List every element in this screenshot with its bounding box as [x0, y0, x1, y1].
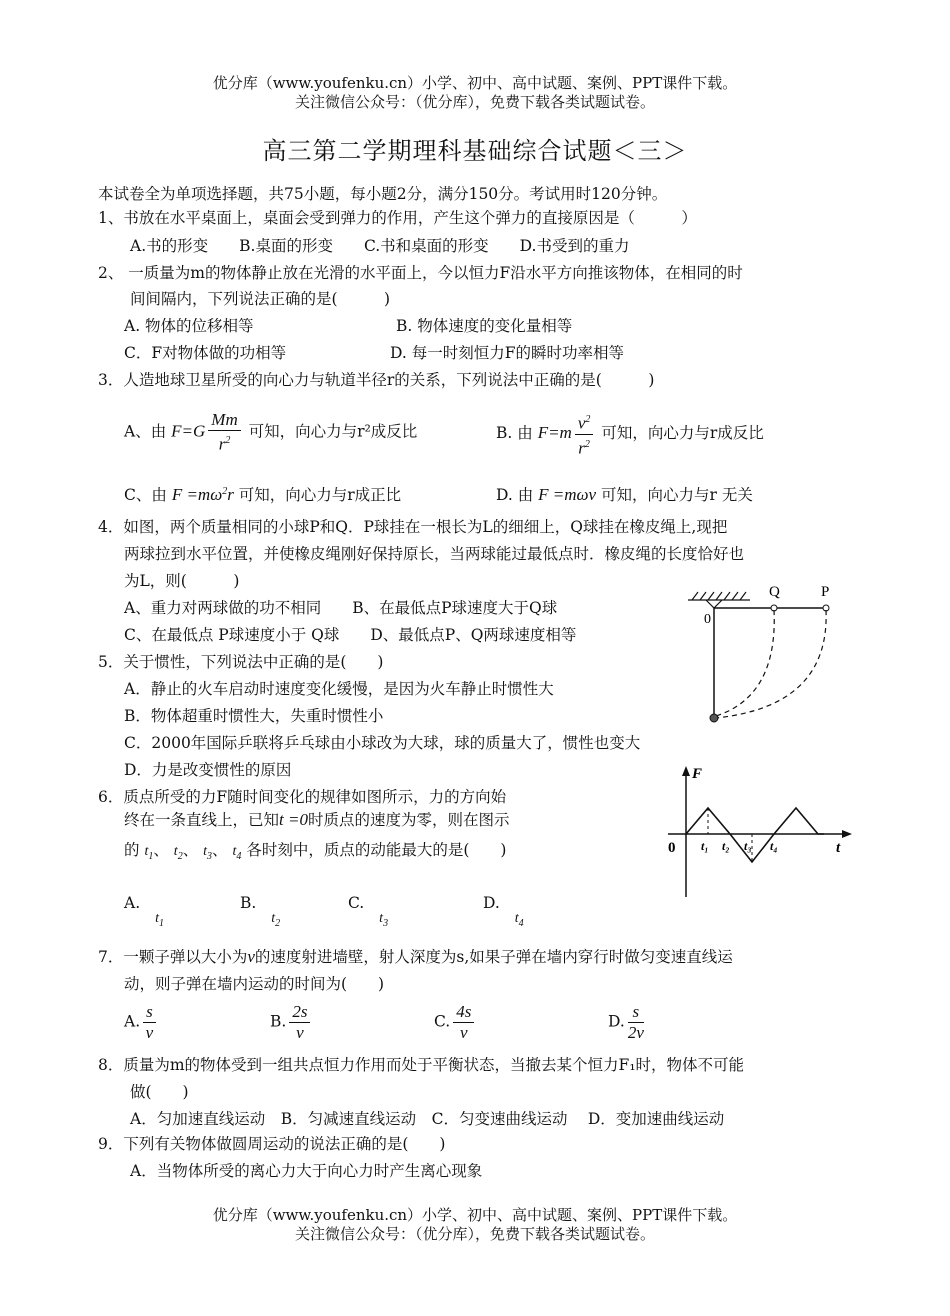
- q5-option-c: C．2000年国际乒联将乒乓球由小球改为大球，球的质量大了，惯性也变大: [124, 734, 641, 752]
- footer-line-1: 优分库（www.youfenku.cn）小学、初中、高中试题、案例、PPT课件下载。: [212, 1206, 738, 1224]
- q3-d-text: 可知，向心力与r 无关: [601, 486, 753, 504]
- q7-option-d: D. $\frac{s}{2v}$: [608, 1002, 644, 1042]
- label-t2: t₂: [722, 839, 730, 853]
- q4-options-cd: C、在最低点 P球速度小于 Q球 D、最低点P、Q两球速度相等: [124, 626, 577, 644]
- q3-b-numerator-exp: 2: [585, 414, 591, 425]
- q3-c-formula: F =mω: [171, 485, 223, 504]
- footer-line-2: 关注微信公众号：（优分库），免费下载各类试题试卷。: [294, 1225, 655, 1243]
- q6-stem-line-1: 6．质点所受的力F随时间变化的规律如图所示，力的方向始: [98, 788, 507, 806]
- p-swing-path: [716, 610, 826, 718]
- label-t1: t₁: [701, 839, 709, 853]
- q5-option-d: D．力是改变惯性的原因: [124, 761, 292, 779]
- q3-c-exp: 2: [222, 485, 228, 497]
- q3-stem: 3．人造地球卫星所受的向心力与轨道半径r的关系，下列说法中正确的是( ): [98, 371, 655, 389]
- q3-b-denominator: r: [578, 438, 585, 458]
- label-origin: 0: [668, 840, 676, 856]
- q6-stem3-pre: 的: [124, 841, 140, 859]
- q6-t2: $t_2$: [173, 844, 183, 862]
- q8-stem-line-1: 8．质量为m的物体受到一组共点恒力作用而处于平衡状态，当撤去某个恒力F₁时，物体不可能: [98, 1056, 745, 1074]
- q4-options-ab: A、重力对两球做的功不相同 B、在最低点P球速度大于Q球: [124, 599, 558, 617]
- q2-option-b: B. 物体速度的变化量相等: [396, 317, 573, 335]
- q6-stem2-post: 时质点的速度为零，则在图示: [307, 811, 510, 829]
- q6-d-t4: $t_4$: [514, 911, 524, 929]
- header-line-2: 关注微信公众号：（优分库），免费下载各类试题试卷。: [294, 93, 655, 111]
- q6-t1: $t_1$: [144, 844, 154, 862]
- q9-option-a: A．当物体所受的离心力大于向心力时产生离心现象: [130, 1162, 483, 1180]
- q2-option-a: A. 物体的位移相等: [124, 317, 254, 335]
- q3-c-r: r: [227, 485, 234, 504]
- q5-option-a: A．静止的火车启动时速度变化缓慢，是因为火车静止时惯性大: [124, 680, 554, 698]
- label-p: P: [821, 584, 830, 600]
- label-t3: t₃: [744, 839, 752, 853]
- q3-b-fraction: [575, 410, 594, 458]
- pivot-bracket: [706, 600, 722, 608]
- q3-b-prefix: B. 由: [496, 424, 533, 443]
- label-q: Q: [769, 584, 780, 600]
- q3-option-b: [496, 410, 764, 458]
- q6-force-time-graph: [660, 762, 860, 902]
- q-swing-path: [716, 610, 774, 716]
- q2-option-c: C．F对物体做的功相等: [124, 344, 287, 362]
- intro-text: 本试卷全为单项选择题，共75小题，每小题2分，满分150分。考试用时120分钟。: [98, 185, 668, 203]
- q6-stem-line-2: [124, 808, 509, 830]
- label-F: F: [692, 766, 703, 782]
- q3-b-denominator-exp: 2: [584, 438, 590, 450]
- sep: 、: [153, 841, 169, 859]
- q3-option-c: [124, 483, 401, 505]
- q6-t4: $t_4$: [232, 844, 242, 862]
- q3-c-text: 可知，向心力与r成正比: [238, 486, 402, 504]
- q7-stem-line-2: 动，则子弹在墙内运动的时间为( ): [124, 975, 385, 993]
- q6-option-b: B. $t_2$: [240, 894, 281, 929]
- q7-option-b: B. $\frac{2s}{v}$: [270, 1002, 313, 1043]
- q6-t3: $t_3$: [203, 844, 213, 862]
- q6-option-c: C. $t_3$: [348, 894, 389, 929]
- q7-stem-line-1: 7．一颗子弹以大小为v的速度射进墙壁，射人深度为s,如果子弹在墙内穿行时做匀变速直线运: [98, 947, 733, 966]
- q6-stem3-post: 各时刻中，质点的动能最大的是( ): [246, 841, 507, 859]
- q7-v: v: [247, 947, 255, 966]
- page-title: 高三第二学期理科基础综合试题＜三＞: [262, 137, 688, 165]
- q3-a-denominator: r: [218, 434, 226, 454]
- q5-option-b: B．物体超重时惯性大，失重时惯性小: [124, 707, 384, 725]
- q4-stem-line-1: 4．如图，两个质量相同的小球P和Q．P球挂在一根长为L的细细上，Q球挂在橡皮绳上,现把: [98, 518, 728, 536]
- q2-stem-line-1: 2、 一质量为m的物体静止放在光滑的水平面上，今以恒力F沿水平方向推该物体，在相同的时: [98, 264, 743, 282]
- q6-stem-line-3: [124, 838, 506, 862]
- label-t4: t₄: [770, 839, 778, 853]
- q9-stem: 9．下列有关物体做圆周运动的说法正确的是( ): [98, 1135, 446, 1153]
- q6-option-d: D. $t_4$: [483, 894, 524, 929]
- q3-b-equals: =m: [548, 423, 572, 443]
- q3-b-numerator: v: [577, 413, 586, 433]
- y-axis-arrow: [682, 766, 690, 776]
- header-line-1: 优分库（www.youfenku.cn）小学、初中、高中试题、案例、PPT课件下载。: [212, 74, 738, 92]
- q2-stem-line-2: 间间隔内，下列说法正确的是( ): [130, 290, 391, 308]
- q6-b-t2: $t_2$: [271, 911, 281, 929]
- q3-a-equals: =G: [181, 421, 206, 441]
- q3-option-d: [496, 483, 753, 505]
- q3-a-denominator-exp: 2: [225, 435, 231, 446]
- q3-b-text: 可知，向心力与r成反比: [601, 424, 764, 443]
- q4-stem-line-3: 为L，则( ): [124, 572, 240, 590]
- label-o: 0: [704, 612, 711, 627]
- q3-d-prefix: D. 由: [496, 486, 534, 504]
- q5-stem: 5．关于惯性，下列说法中正确的是( ): [98, 653, 384, 671]
- q6-stem2-pre: 终在一条直线上，已知: [124, 811, 280, 829]
- q3-a-text: 可知，向心力与r²成反比: [248, 422, 418, 441]
- q7-option-a: A. $\frac{s}{v}$: [124, 1002, 159, 1043]
- q8-stem-line-2: 做( ): [130, 1083, 189, 1101]
- q3-option-a: [124, 410, 417, 455]
- ceiling-hatch: [688, 592, 750, 600]
- q2-option-d: D. 每一时刻恒力F的瞬时功率相等: [390, 344, 624, 362]
- q8-options: A．匀加速直线运动 B．匀减速直线运动 C．匀变速曲线运动 D．变加速曲线运动: [130, 1110, 725, 1128]
- x-axis-arrow: [842, 830, 852, 838]
- ball-lowest: [710, 714, 718, 722]
- q3-a-prefix: A、由: [124, 422, 167, 441]
- q3-a-force: F: [171, 421, 182, 441]
- q3-a-fraction: [208, 410, 240, 455]
- q4-pendulum-figure: [680, 578, 850, 728]
- label-t: t: [836, 840, 841, 856]
- q3-c-prefix: C、由: [124, 486, 167, 504]
- q3-a-numerator: Mm: [208, 410, 240, 431]
- q3-b-force: F: [537, 423, 549, 443]
- q6-c-t3: $t_3$: [379, 911, 389, 929]
- q6-a-t1: $t_1$: [155, 911, 164, 929]
- sep: 、: [182, 841, 199, 859]
- q1-stem: 1、书放在水平桌面上，桌面会受到弹力的作用，产生这个弹力的直接原因是（ ）: [98, 209, 697, 227]
- q3-d-formula: F =mωv: [538, 485, 597, 504]
- q6-option-a: A. $t_1$: [124, 894, 164, 929]
- q1-options: A.书的形变 B.桌面的形变 C.书和桌面的形变 D.书受到的重力: [130, 237, 630, 255]
- q7-option-c: C. $\frac{4s}{v}$: [434, 1002, 477, 1043]
- sep: 、: [212, 841, 228, 859]
- q6-t-zero: t =0: [279, 810, 308, 829]
- q4-stem-line-2: 两球拉到水平位置，并使橡皮绳刚好保持原长，当两球能过最低点时．橡皮绳的长度恰好也: [124, 545, 745, 563]
